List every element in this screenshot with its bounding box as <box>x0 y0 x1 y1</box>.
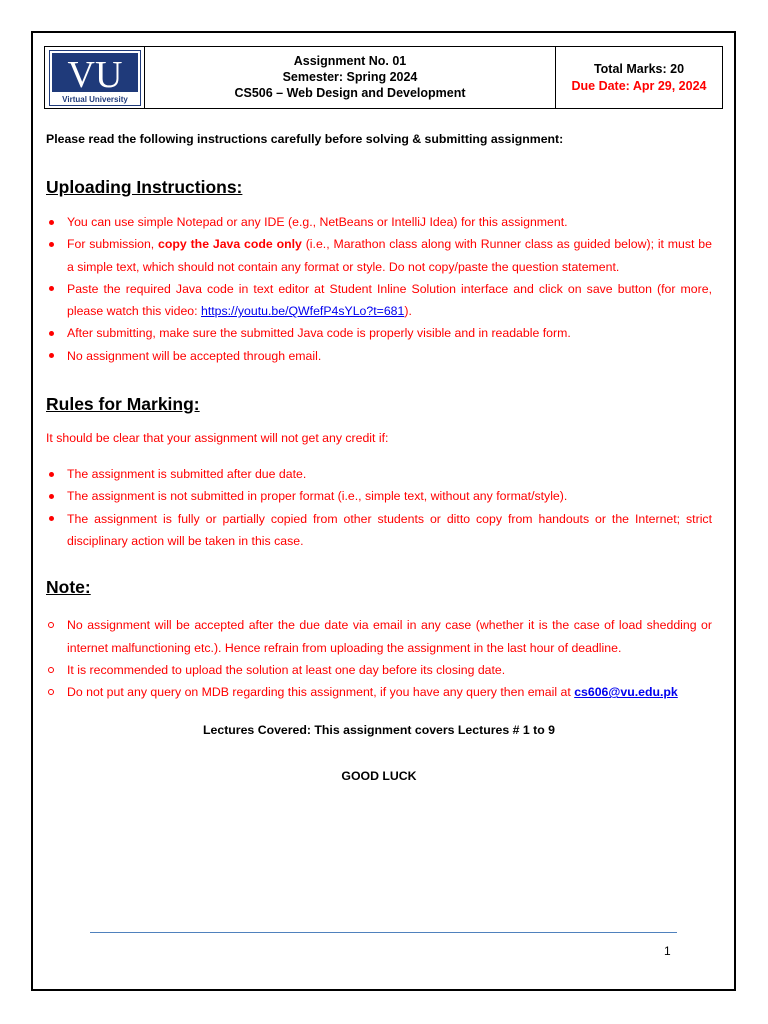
uploading-instructions-heading: Uploading Instructions: <box>46 177 243 197</box>
rules-list <box>46 463 712 552</box>
rules-for-marking-heading: Rules for Marking: <box>46 394 200 415</box>
semester: Semester: Spring 2024 <box>282 70 418 84</box>
intro-text: Please read the following instructions carefully before solving & submitting assignment: <box>46 132 564 146</box>
marks-cell <box>556 47 722 108</box>
email-link[interactable]: cs606@vu.edu.pk <box>574 685 678 700</box>
list-item: The assignment is not submitted in proper format (i.e., simple text, without any format/style). <box>46 485 712 507</box>
assignment-number: Assignment No. 01 <box>293 54 407 68</box>
footer-divider <box>90 932 677 933</box>
list-item: No assignment will be accepted through email. <box>46 345 712 367</box>
note-list <box>46 614 712 703</box>
logo-cell <box>45 47 145 108</box>
list-item: You can use simple Notepad or any IDE (e.g., NetBeans or IntelliJ Idea) for this assignment. <box>46 211 712 233</box>
note-heading: Note: <box>46 577 91 598</box>
emphasis-text: copy the Java code only <box>158 237 302 252</box>
uploading-instructions-list <box>46 211 712 367</box>
lectures-covered: Lectures Covered: This assignment covers Lectures # 1 to 9 <box>203 723 555 738</box>
vu-logo-icon <box>49 50 141 106</box>
list-item: No assignment will be accepted after the due date via email in any case (whether it is the case of load shedding or internet malfunctioning etc.). Hence refrain from uploading the assignment in the last hour of deadline. <box>46 614 712 659</box>
document-body <box>46 130 712 785</box>
list-item: The assignment is submitted after due date. <box>46 463 712 485</box>
list-item: After submitting, make sure the submitted Java code is properly visible and in readable form. <box>46 322 712 344</box>
list-item: For submission, copy the Java code only (i.e., Marathon class along with Runner class as guided below); it must be a simple text, which should not contain any format or style. Do not copy/paste the question statement. <box>46 233 712 278</box>
list-item: It is recommended to upload the solution at least one day before its closing date. <box>46 659 712 681</box>
logo-tagline: Virtual University <box>61 94 128 104</box>
total-marks: Total Marks: 20 <box>593 62 685 76</box>
logo-letters: VU <box>67 53 122 96</box>
list-item: Do not put any query on MDB regarding this assignment, if you have any query then email at cs606@vu.edu.pk <box>46 681 712 703</box>
list-item: Paste the required Java code in text editor at Student Inline Solution interface and click on save button (for more, please watch this video: https://youtu.be/QWfefP4sYLo?t=681). <box>46 278 712 323</box>
due-date: Due Date: Apr 29, 2024 <box>571 79 707 93</box>
rules-intro-text: It should be clear that your assignment will not get any credit if: <box>46 431 389 446</box>
video-link[interactable]: https://youtu.be/QWfefP4sYLo?t=681 <box>200 304 405 319</box>
assignment-info-cell <box>145 47 556 108</box>
list-item: The assignment is fully or partially copied from other students or ditto copy from handouts or the Internet; strict disciplinary action will be taken in this case. <box>46 508 712 553</box>
good-luck: GOOD LUCK <box>341 769 417 784</box>
course-title: CS506 – Web Design and Development <box>234 86 466 100</box>
page-number: 1 <box>664 944 671 958</box>
assignment-header-table <box>44 46 723 109</box>
